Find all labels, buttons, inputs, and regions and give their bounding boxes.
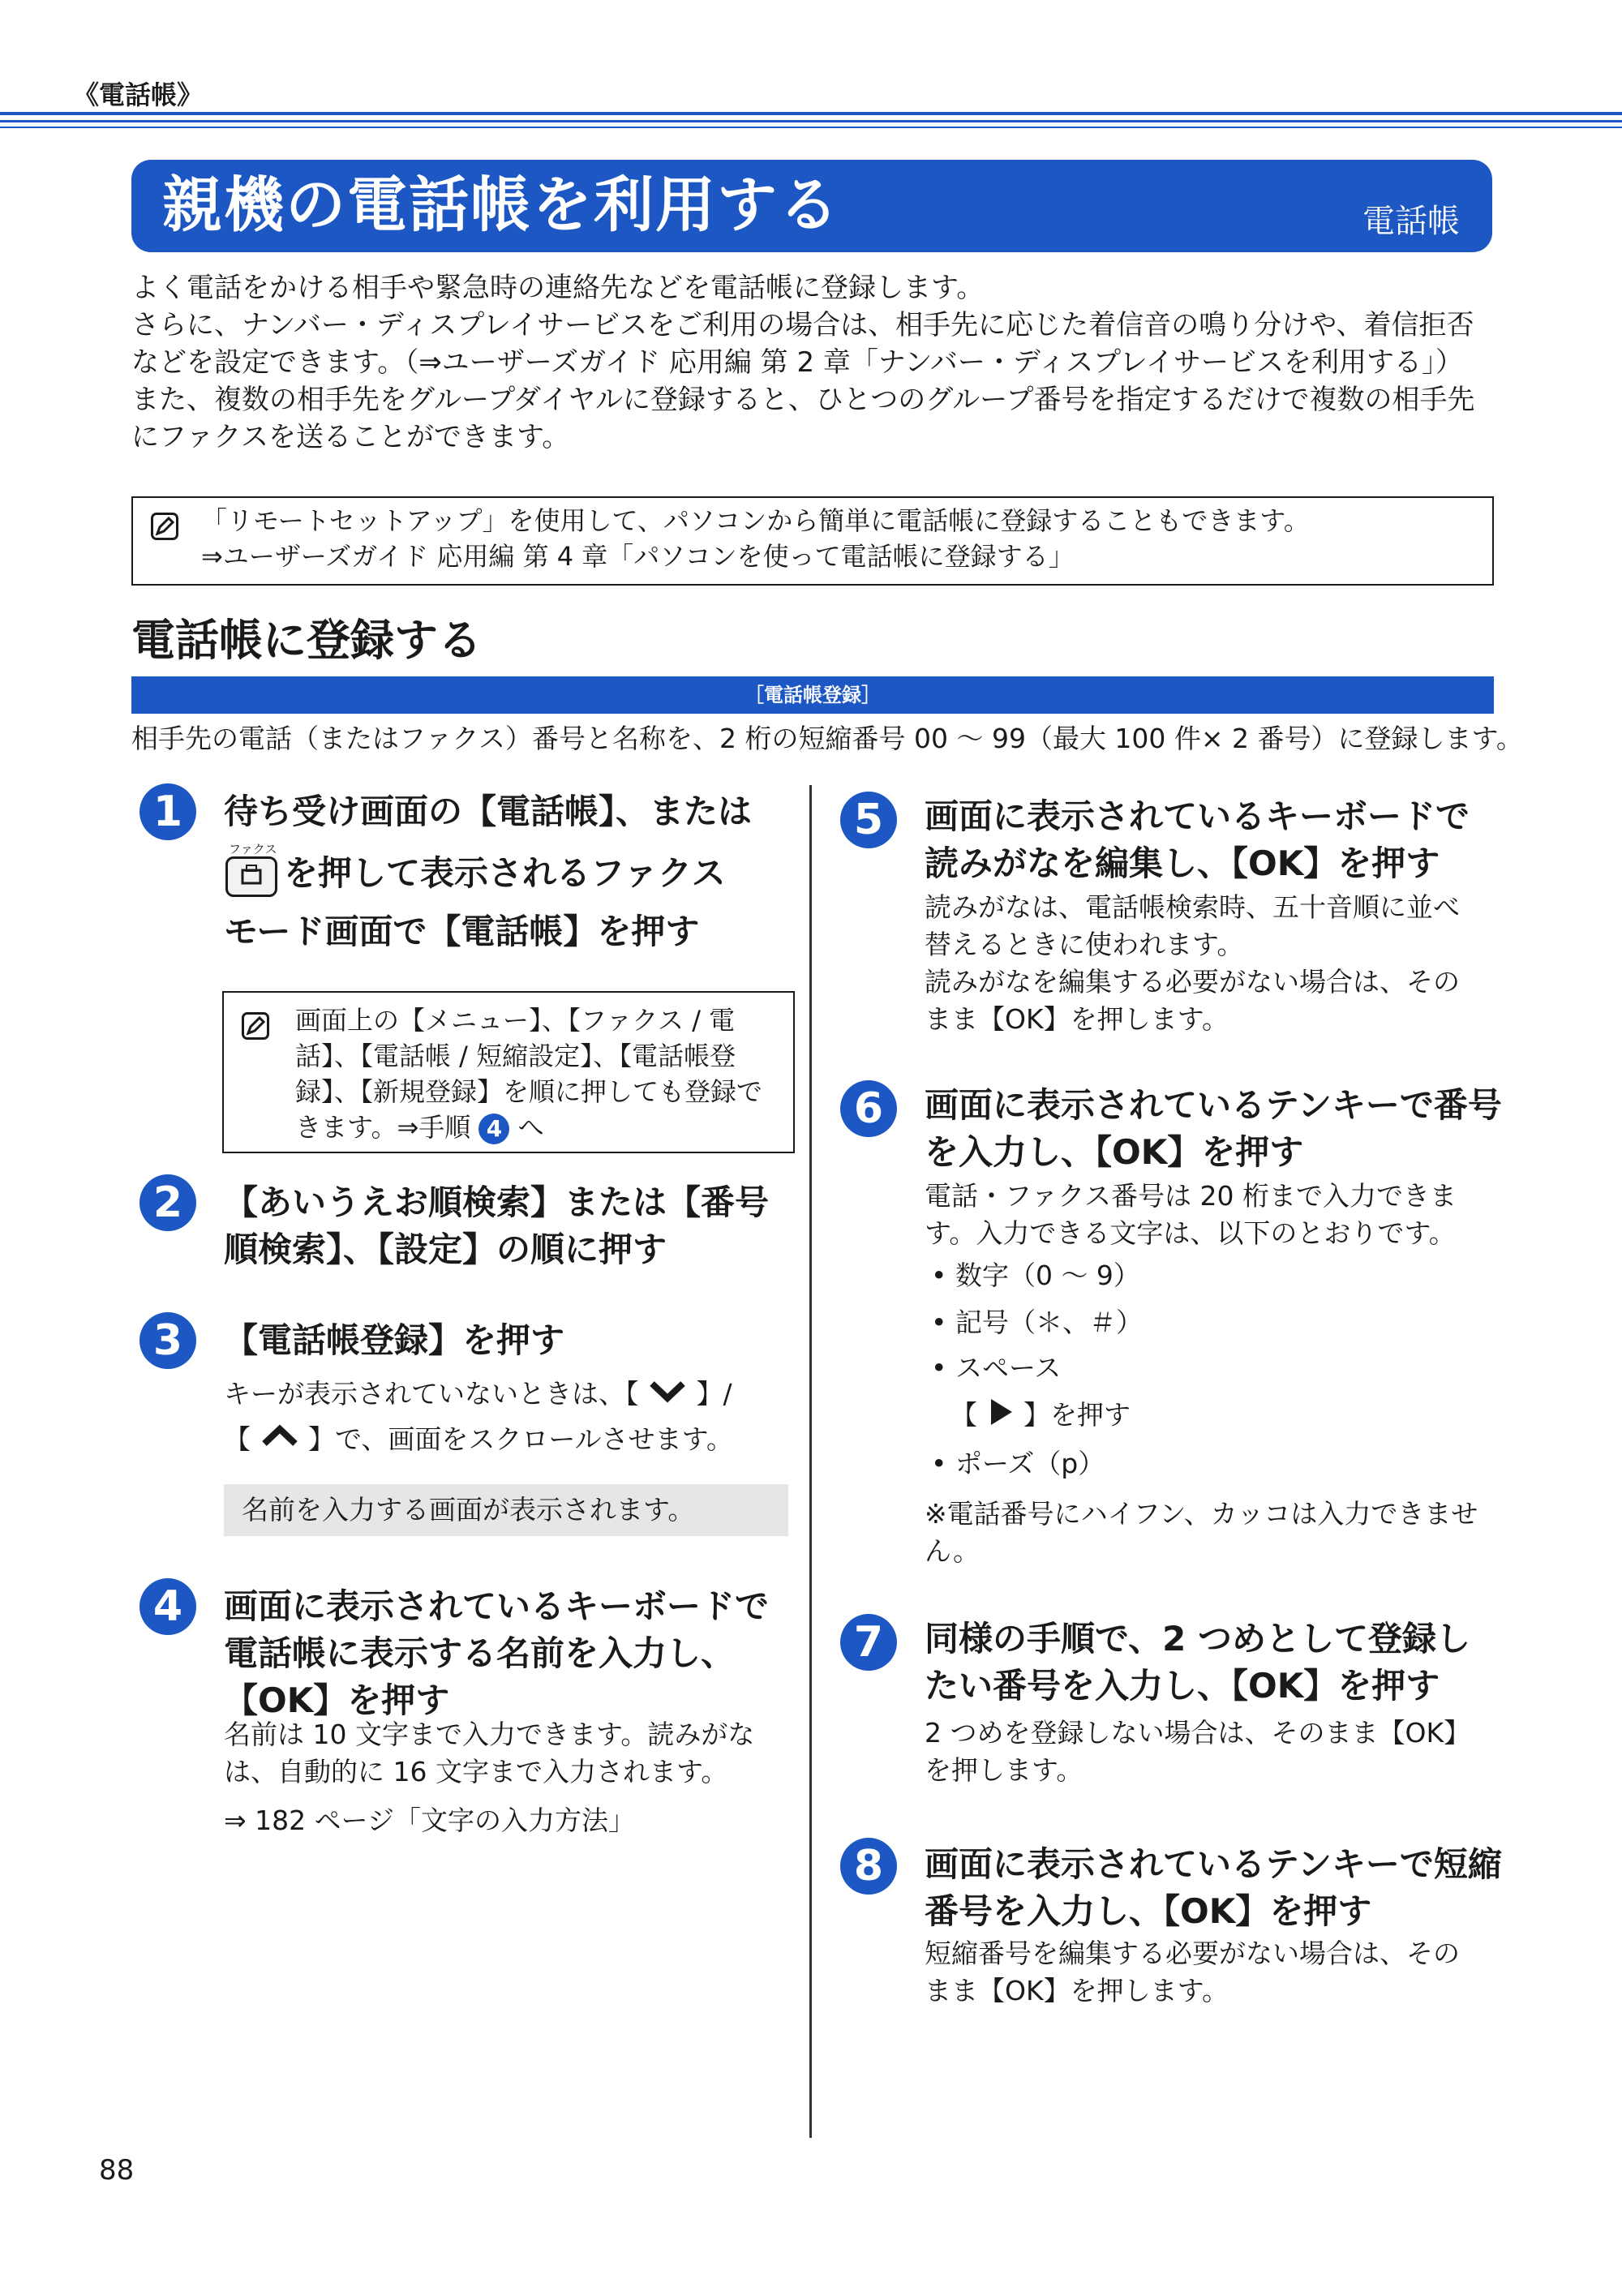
step-6-note: ※電話番号にハイフン、カッコは入力できません。 xyxy=(925,1498,1478,1567)
step-badge-2: 2 xyxy=(139,1174,196,1231)
step-7-body: 2 つめを登録しない場合は、そのまま【OK】を押します。 xyxy=(925,1717,1471,1786)
intro-text xyxy=(131,269,1494,456)
step-badge-6: 6 xyxy=(840,1080,897,1137)
page-number: 88 xyxy=(99,2154,135,2187)
step-badge-3: 3 xyxy=(139,1312,196,1369)
step-1-title-line-1: 待ち受け画面の【電話帳】、または xyxy=(224,792,753,831)
step-badge-7: 7 xyxy=(840,1614,897,1671)
pencil-icon xyxy=(242,1012,269,1040)
step-4-body: 名前は 10 文字まで入力できます。読みがなは、自動的に 16 文字まで入力されます。 xyxy=(224,1719,755,1787)
tip-box xyxy=(131,496,1494,586)
step-5-body xyxy=(925,889,1484,1038)
header-rule-top xyxy=(0,112,1622,115)
intro-paragraph-2: さらに、ナンバー・ディスプレイサービスをご利用の場合は、相手先に応じた着信音の鳴り分けや、着信拒否などを設定できます。（⇒ユーザーズガイド 応用編 第 2 章「ナンバー・ディスプレイサービスを利用する」） xyxy=(131,309,1474,379)
step-6-title: 画面に表示されているテンキーで番号を入力し、【OK】を押す xyxy=(925,1085,1502,1172)
step-8-title: 画面に表示されているテンキーで短縮番号を入力し、【OK】を押す xyxy=(925,1844,1502,1931)
step-4-title: 画面に表示されているキーボードで電話帳に表示する名前を入力し、【OK】を押す xyxy=(224,1586,770,1720)
step-6-bullet-3: • スペース xyxy=(931,1352,1062,1384)
step-1-note xyxy=(222,991,795,1153)
header-rule-mid xyxy=(0,120,1622,122)
step-3-title: 【電話帳登録】を押す xyxy=(224,1320,565,1360)
step-ref-badge: 4 xyxy=(478,1114,509,1144)
step-3-result-box: 名前を入力する画面が表示されます。 xyxy=(224,1484,788,1536)
step-6-bullet-4: • ポーズ（p） xyxy=(931,1448,1105,1479)
play-right-icon xyxy=(986,1397,1015,1436)
step-1-title-line-3: モード画面で【電話帳】を押す xyxy=(224,912,700,951)
step-badge-1: 1 xyxy=(139,783,196,840)
step-5-body-2: 読みがなを編集する必要がない場合は、そのまま【OK】を押します。 xyxy=(925,966,1460,1035)
step-1-note-body: 画面上の【メニュー】、【ファクス / 電話】、【電話帳 / 短縮設定】、【電話帳登録】、【新規登録】を順に押しても登録できます。⇒手順 xyxy=(295,1005,763,1143)
fax-key-icon xyxy=(225,856,277,897)
step-3-body-post-2: 】で、画面をスクロールさせます。 xyxy=(308,1423,734,1455)
step-5-title: 画面に表示されているキーボードで読みがなを編集し、【OK】を押す xyxy=(925,796,1470,883)
section-description: 相手先の電話（またはファクス）番号と名称を、2 桁の短縮番号 00 〜 99（最大 100 件× 2 番号）に登録します。 xyxy=(131,723,1523,754)
tip-line-2: ⇒ユーザーズガイド 応用編 第 4 章「パソコンを使って電話帳に登録する」 xyxy=(201,541,1075,572)
step-6-space-post: 】を押す xyxy=(1023,1399,1131,1431)
column-divider xyxy=(809,785,812,2138)
step-1-note-tail: へ xyxy=(517,1112,544,1143)
step-3-body-post: 】/ xyxy=(696,1378,732,1410)
section-menu-bar: ［電話帳登録］ xyxy=(131,676,1494,714)
step-5-body-1: 読みがなは、電話帳検索時、五十音順に並べ替えるときに使われます。 xyxy=(925,891,1460,960)
step-3-body-pre-2: 【 xyxy=(224,1423,251,1455)
step-badge-8: 8 xyxy=(840,1838,897,1895)
step-6-space-key xyxy=(950,1397,1131,1436)
step-1-title-line-2: を押して表示されるファクス xyxy=(284,853,726,893)
pencil-icon xyxy=(151,513,178,540)
step-8-body: 短縮番号を編集する必要がない場合は、そのまま【OK】を押します。 xyxy=(925,1938,1460,2006)
step-6-space-pre: 【 xyxy=(950,1399,977,1431)
category-tag: 電話帳 xyxy=(1362,203,1460,240)
tip-line-1: 「リモートセットアップ」を使用して、パソコンから簡単に電話帳に登録することもできます。 xyxy=(201,505,1310,536)
chevron-down-icon xyxy=(647,1377,688,1414)
page-title: 親機の電話帳を利用する xyxy=(162,170,840,240)
step-6-body: 電話・ファクス番号は 20 桁まで入力できます。入力できる文字は、以下のとおりです。 xyxy=(925,1180,1457,1249)
step-7-title: 同様の手順で、2 つめとして登録したい番号を入力し、【OK】を押す xyxy=(925,1619,1471,1706)
step-badge-4: 4 xyxy=(139,1578,196,1635)
intro-paragraph-3: また、複数の相手先をグループダイヤルに登録すると、ひとつのグループ番号を指定するだけで複数の相手先にファクスを送ることができます。 xyxy=(131,384,1475,453)
step-badge-5: 5 xyxy=(840,792,897,848)
step-3-body-pre: キーが表示されていないときは、【 xyxy=(224,1378,639,1410)
chapter-label: 《電話帳》 xyxy=(73,79,204,110)
step-1-note-text xyxy=(295,1002,774,1145)
step-6-bullet-2: • 記号（＊、＃） xyxy=(931,1307,1143,1338)
fax-key-label: ファクス xyxy=(229,842,277,856)
section-title: 電話帳に登録する xyxy=(131,615,482,666)
header-rule-bottom xyxy=(0,127,1622,128)
step-6-bullet-1: • 数字（0 〜 9） xyxy=(931,1260,1140,1291)
step-4-reference: ⇒ 182 ページ「文字の入力方法」 xyxy=(224,1805,635,1836)
chevron-up-icon xyxy=(260,1423,300,1460)
step-3-body-line-2 xyxy=(224,1421,733,1460)
step-3-body-line-1 xyxy=(224,1375,732,1414)
intro-paragraph-1: よく電話をかける相手や緊急時の連絡先などを電話帳に登録します。 xyxy=(131,272,985,304)
step-2-title: 【あいうえお順検索】または【番号順検索】、【設定】の順に押す xyxy=(224,1182,770,1269)
